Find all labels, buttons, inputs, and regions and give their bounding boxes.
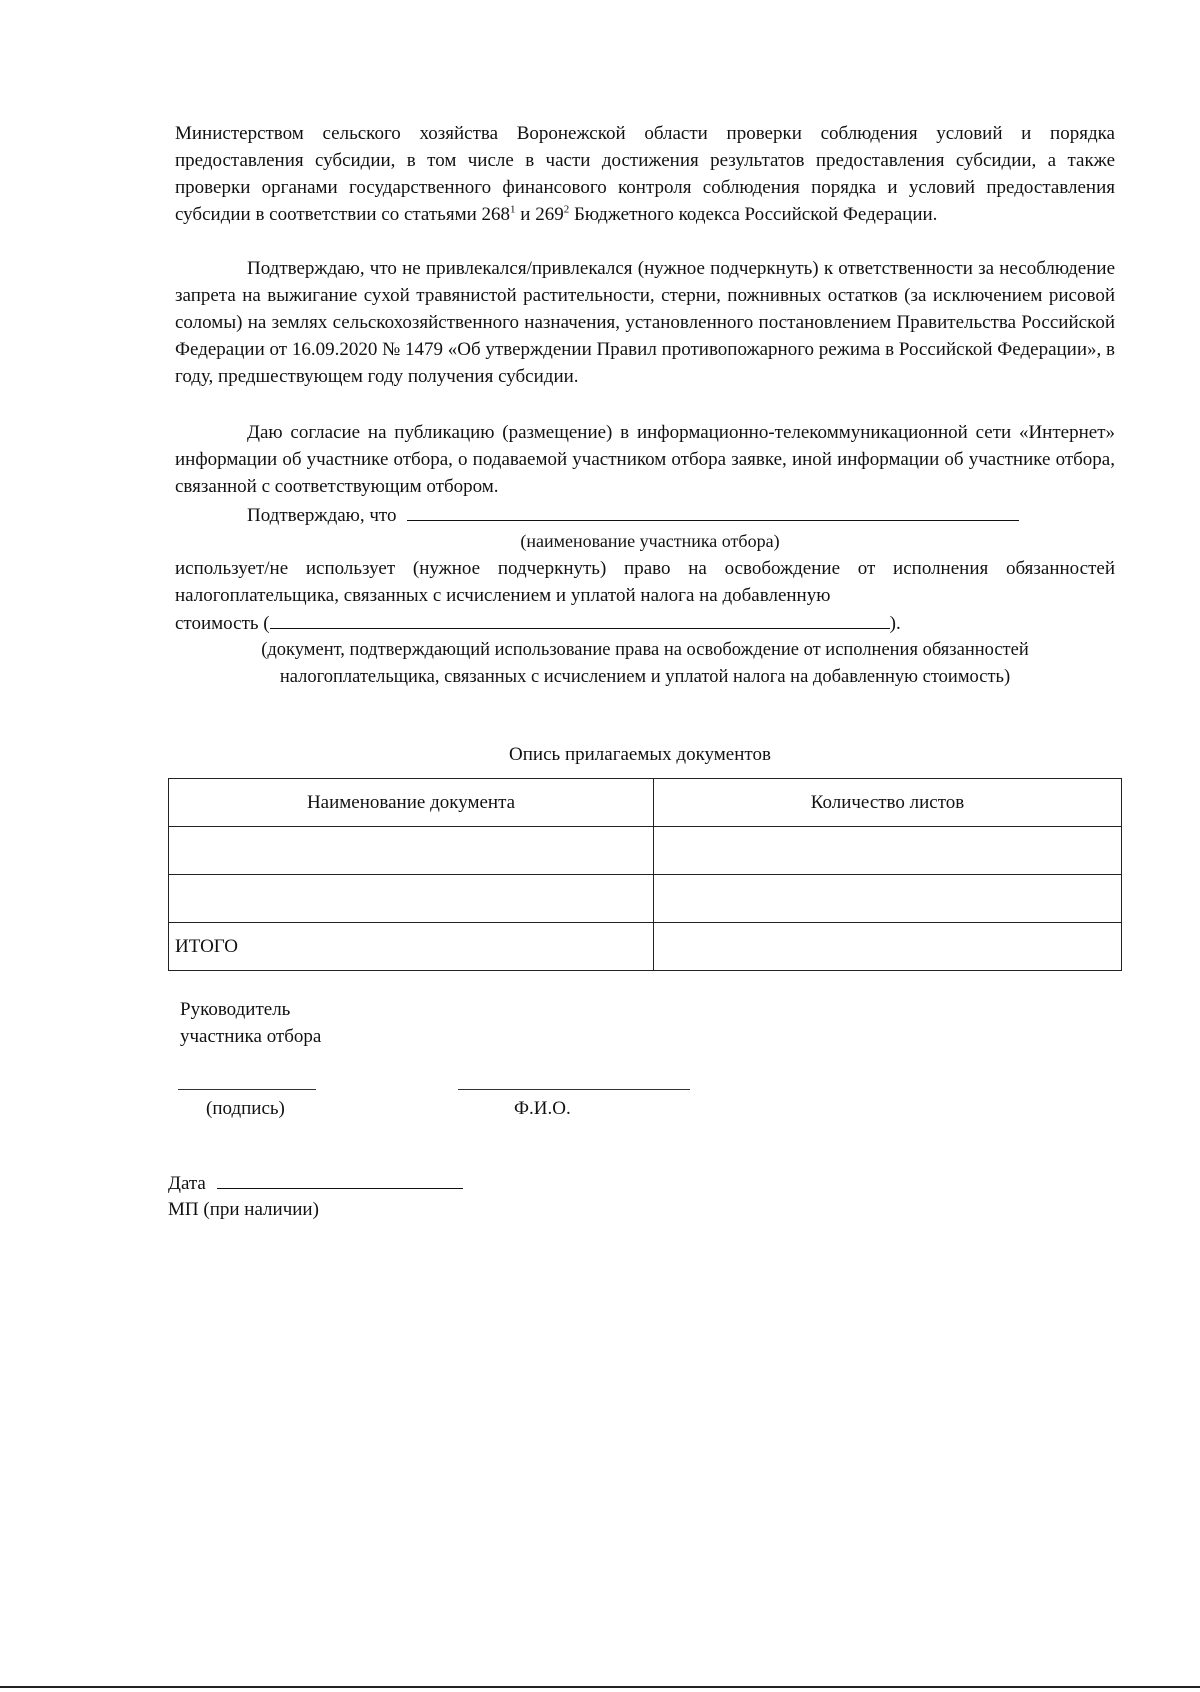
- confirm-line: [175, 501, 1115, 529]
- vat-cost-lead: стоимость (: [175, 613, 270, 634]
- table-total-row: [169, 923, 1122, 971]
- scan-bottom-edge: [0, 1686, 1200, 1688]
- confirm-lead: Подтверждаю, что: [247, 505, 397, 526]
- table-cell[interactable]: [654, 827, 1122, 875]
- date-label: Дата: [168, 1173, 206, 1194]
- signatory-role-line2: участника отбора: [180, 1026, 322, 1047]
- table-cell[interactable]: [169, 875, 654, 923]
- vat-exemption-body: использует/не использует (нужное подчеркнуть) право на освобождение от исполнения обязанностей налогоплательщика, связанных с исчислением и уплатой налога на добавленную: [175, 558, 1115, 606]
- fio-field[interactable]: [458, 1089, 690, 1090]
- signatory-role: [180, 996, 321, 1050]
- inventory-title: Опись прилагаемых документов: [509, 744, 771, 765]
- fio-caption: Ф.И.О.: [514, 1098, 571, 1119]
- footnote-sup-1: 1: [510, 203, 516, 216]
- paragraph-fire-liability: [175, 255, 1115, 390]
- participant-name-caption: (наименование участника отбора): [520, 531, 780, 551]
- signature-caption: (подпись): [206, 1098, 285, 1119]
- vat-cost-line: [175, 609, 1115, 637]
- participant-name-field[interactable]: [407, 501, 1019, 521]
- paragraph-control: [175, 120, 1115, 228]
- total-label: ИТОГО: [169, 923, 654, 971]
- table-row: [169, 875, 1122, 923]
- column-header-sheets: Количество листов: [654, 779, 1122, 827]
- date-field[interactable]: [217, 1169, 463, 1189]
- signatory-role-line1: Руководитель: [180, 999, 291, 1020]
- vat-cost-tail: ).: [889, 613, 901, 634]
- total-value[interactable]: [654, 923, 1122, 971]
- table-cell[interactable]: [169, 827, 654, 875]
- paragraph-consent: [175, 419, 1115, 500]
- paragraph-consent-text: Даю согласие на публикацию (размещение) в информационно-телекоммуникационной сети «Интернет» информации об участнике отбора, о подаваемой участником отбора заявке, иной информации об участнике отбора, связанной с соответствующим отбором.: [175, 422, 1115, 497]
- signature-field[interactable]: [178, 1089, 316, 1090]
- date-line: [168, 1169, 463, 1197]
- paragraph-control-tail: Бюджетного кодекса Российской Федерации.: [569, 204, 938, 225]
- paragraph-fire-liability-text: Подтверждаю, что не привлекался/привлекался (нужное подчеркнуть) к ответственности за несоблюдение запрета на выжигание сухой травянистой растительности, стерни, пожнивных остатков (за исключением рисовой соломы) на землях сельскохозяйственного назначения, установленного постановлением Правительства Российской Федерации от 16.09.2020 № 1479 «Об утверждении Правил противопожарного режима в Российской Федерации», в году, предшествующем году получения субсидии.: [175, 258, 1115, 387]
- footnote-sup-2: 2: [563, 203, 570, 216]
- paragraph-control-mid: и 269: [515, 204, 564, 225]
- table-header-row: [169, 779, 1122, 827]
- vat-document-field[interactable]: [270, 609, 890, 629]
- inventory-table: [168, 778, 1122, 971]
- table-row: [169, 827, 1122, 875]
- stamp-label: МП (при наличии): [168, 1199, 319, 1220]
- paragraph-control-text: Министерством сельского хозяйства Воронежской области проверки соблюдения условий и порядка предоставления субсидии, в том числе в части достижения результатов предоставления субсидии, а также проверки органами государственного финансового контроля соблюдения порядка и условий предоставления субсидии в соответствии со статьями 268: [175, 123, 1115, 225]
- vat-document-caption: (документ, подтверждающий использование права на освобождение от исполнения обязанностей налогоплательщика, связанных с исчислением и уплатой налога на добавленную стоимость): [261, 640, 1029, 687]
- vat-exemption-text: [175, 555, 1115, 609]
- table-cell[interactable]: [654, 875, 1122, 923]
- column-header-document: Наименование документа: [169, 779, 654, 827]
